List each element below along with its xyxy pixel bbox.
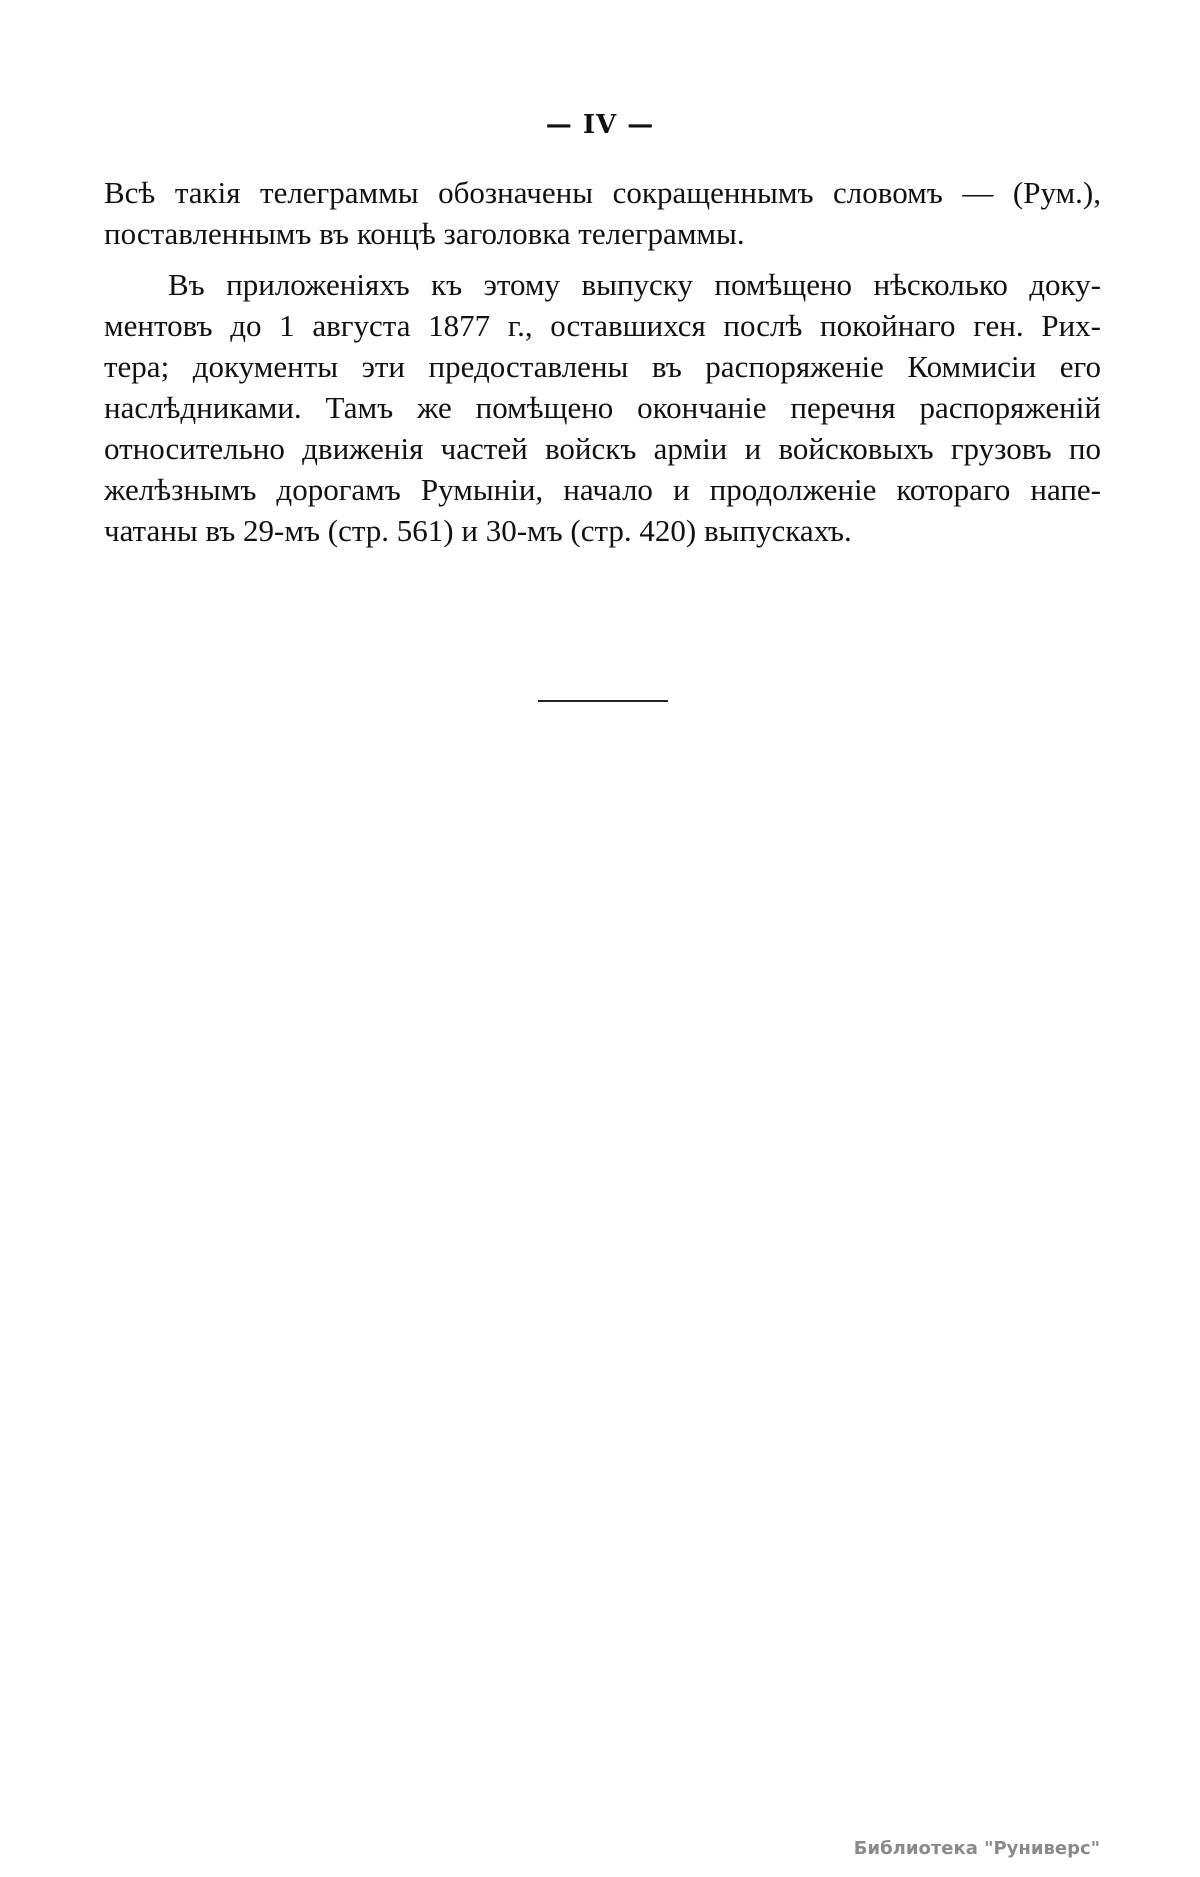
body-text	[104, 172, 1101, 551]
section-divider	[538, 700, 668, 702]
paragraph-1	[104, 172, 1101, 254]
page-number: — IV —	[545, 110, 655, 140]
text-line: тера; документы эти предоставлены въ распоряженіе Коммисіи его	[104, 349, 1101, 384]
text-line: Всѣ такія телеграммы обозначены сокращеннымъ словомъ — (Рум.),	[104, 175, 1101, 210]
text-line: ментовъ до 1 августа 1877 г., оставшихся послѣ покойнаго ген. Рих-	[104, 308, 1101, 343]
text-line: чатаны въ 29-мъ (стр. 561) и 30-мъ (стр. 420) выпускахъ.	[104, 513, 852, 548]
text-line: поставленнымъ въ концѣ заголовка телеграммы.	[104, 216, 745, 251]
text-line: наслѣдниками. Тамъ же помѣщено окончаніе перечня распоряженій	[104, 390, 1101, 425]
paragraph-2	[104, 264, 1101, 551]
text-line: желѣзнымъ дорогамъ Румыніи, начало и продолженіе котораго напе-	[104, 472, 1101, 507]
text-line: относительно движенія частей войскъ арміи и войсковыхъ грузовъ по	[104, 431, 1101, 466]
text-line: Въ приложеніяхъ къ этому выпуску помѣщено нѣсколько доку-	[168, 267, 1101, 302]
library-watermark: Библиотека "Руниверс"	[853, 1838, 1100, 1859]
